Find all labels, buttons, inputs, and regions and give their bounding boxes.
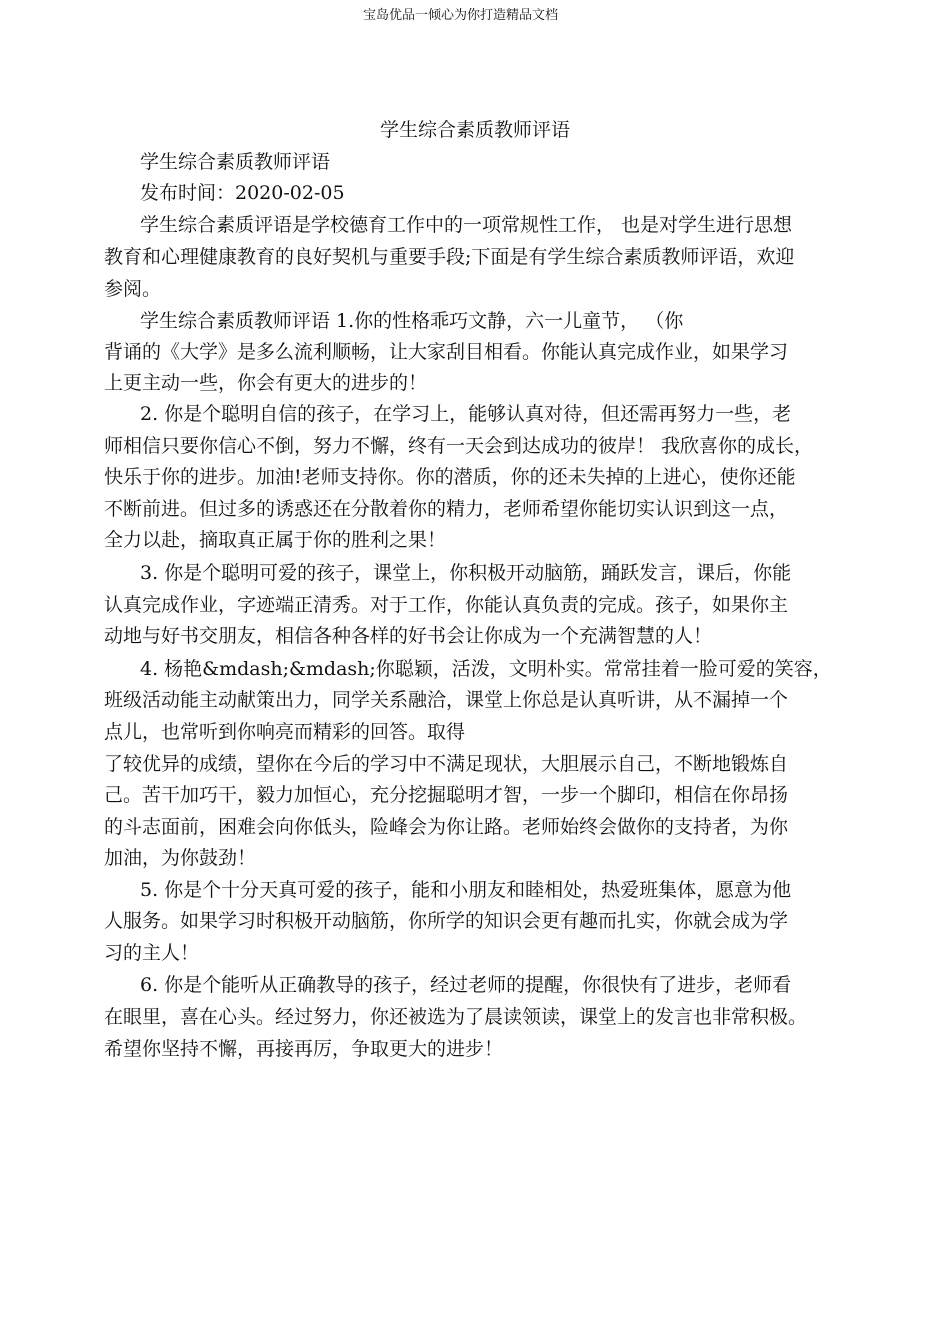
- body-line: 学生综合素质评语是学校德育工作中的一项常规性工作， 也是对学生进行思想: [140, 214, 793, 236]
- body-line: 学生综合素质教师评语 1.你的性格乖巧文静，六一儿童节， （你: [140, 310, 684, 332]
- body-line: 全力以赴，摘取真正属于你的胜利之果！: [104, 529, 447, 551]
- body-line: 加油，为你鼓劲！: [104, 847, 257, 869]
- body-line: 了较优异的成绩，望你在今后的学习中不满足现状，大胆展示自己，不断地锻炼自: [104, 753, 789, 775]
- body-line: 2. 你是个聪明自信的孩子，在学习上，能够认真对待，但还需再努力一些，老: [140, 403, 792, 425]
- body-line: 认真完成作业，字迹端正清秀。对于工作，你能认真负责的完成。孩子，如果你主: [104, 594, 789, 616]
- page-header: 宝岛优品一倾心为你打造精品文档: [363, 8, 559, 23]
- body-line: 在眼里，喜在心头。经过努力，你还被选为了晨读领读，课堂上的发言也非常积极。: [104, 1006, 808, 1028]
- body-line: 习的主人！: [104, 942, 200, 964]
- document-title: 学生综合素质教师评语: [379, 119, 570, 141]
- body-line: 动地与好书交朋友，相信各种各样的好书会让你成为一个充满智慧的人！: [104, 625, 713, 647]
- body-line: 的斗志面前，困难会向你低头，险峰会为你让路。老师始终会做你的支持者，为你: [104, 816, 789, 838]
- body-line: 5. 你是个十分天真可爱的孩子，能和小朋友和睦相处，热爱班集体，愿意为他: [140, 879, 792, 901]
- body-line: 发布时间：2020-02-05: [140, 182, 345, 204]
- body-line: 6. 你是个能听从正确教导的孩子，经过老师的提醒，你很快有了进步，老师看: [140, 974, 792, 996]
- body-line: 背诵的《大学》是多么流利顺畅，让大家刮目相看。你能认真完成作业，如果学习: [104, 341, 789, 363]
- body-line: 参阅。: [104, 278, 162, 300]
- body-line: 不断前进。但过多的诱惑还在分散着你的精力，老师希望你能切实认识到这一点，: [104, 498, 789, 520]
- body-line: 3. 你是个聪明可爱的孩子，课堂上，你积极开动脑筋，踊跃发言，课后，你能: [140, 562, 792, 584]
- body-line: 点儿，也常听到你响亮而精彩的回答。取得: [104, 721, 466, 743]
- body-line: 己。苦干加巧干，毅力加恒心，充分挖掘聪明才智，一步一个脚印，相信在你昂扬: [104, 784, 789, 806]
- body-line: 教育和心理健康教育的良好契机与重要手段;下面是有学生综合素质教师评语，欢迎: [104, 246, 795, 268]
- body-line: 4. 杨艳&mdash;&mdash;你聪颖，活泼，文明朴实。常常挂着一脸可爱的笑容，: [140, 658, 832, 680]
- body-line: 人服务。如果学习时积极开动脑筋，你所学的知识会更有趣而扎实，你就会成为学: [104, 910, 789, 932]
- body-line: 希望你坚持不懈，再接再厉，争取更大的进步！: [104, 1038, 504, 1060]
- body-line: 学生综合素质教师评语: [140, 151, 331, 173]
- body-line: 快乐于你的进步。加油!老师支持你。你的潜质，你的还未失掉的上进心，使你还能: [104, 466, 796, 488]
- body-line: 师相信只要你信心不倒，努力不懈，终有一天会到达成功的彼岸！ 我欣喜你的成长，: [104, 435, 814, 457]
- body-line: 班级活动能主动献策出力，同学关系融洽，课堂上你总是认真听讲，从不漏掉一个: [104, 689, 789, 711]
- body-line: 上更主动一些，你会有更大的进步的！: [104, 372, 428, 394]
